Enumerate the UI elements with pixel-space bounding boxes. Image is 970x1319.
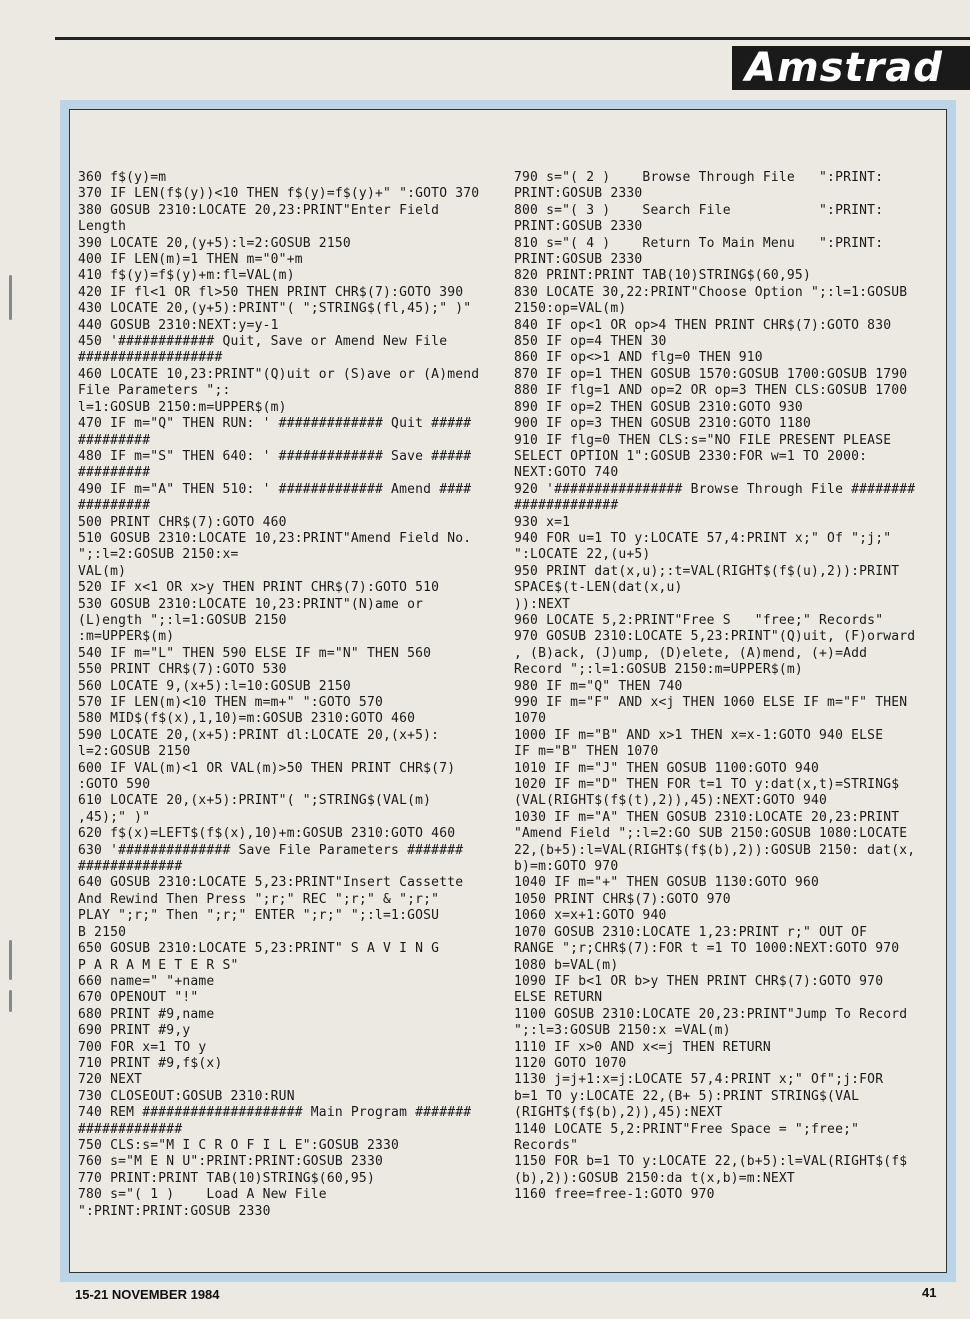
code-line: VAL(m) <box>78 563 127 579</box>
page-number: 41 <box>922 1285 937 1300</box>
code-line: 410 f$(y)=f$(y)+m:fl=VAL(m) <box>78 268 295 284</box>
section-tag: Amstrad <box>745 45 943 91</box>
code-line: ELSE RETURN <box>514 990 603 1006</box>
code-line: 880 IF flg=1 AND op=2 OR op=3 THEN CLS:GOSUB 1700 <box>514 383 908 399</box>
code-line: 1090 IF b<1 OR b>y THEN PRINT CHR$(7):GOTO 970 <box>514 973 884 989</box>
code-line: ":PRINT:PRINT:GOSUB 2330 <box>78 1203 271 1219</box>
code-line: 900 IF op=3 THEN GOSUB 2310:GOTO 1180 <box>514 416 811 432</box>
code-line: 1150 FOR b=1 TO y:LOCATE 22,(b+5):l=VAL(RIGHT$(f$ <box>514 1154 908 1170</box>
code-line: ######### <box>78 465 151 481</box>
code-line: 520 IF x<1 OR x>y THEN PRINT CHR$(7):GOTO 510 <box>78 580 440 596</box>
code-line: 830 LOCATE 30,22:PRINT"Choose Option ";:l=1:GOSUB <box>514 284 908 300</box>
code-line: 1050 PRINT CHR$(7):GOTO 970 <box>514 891 731 907</box>
code-line: 490 IF m="A" THEN 510: ' ############# Amend #### <box>78 481 472 497</box>
code-line: 950 PRINT dat(x,u);:t=VAL(RIGHT$(f$(u),2)):PRINT <box>514 563 900 579</box>
code-line: 740 REM #################### Main Program ####### <box>78 1105 472 1121</box>
code-line: l=2:GOSUB 2150 <box>78 744 191 760</box>
code-line: 640 GOSUB 2310:LOCATE 5,23:PRINT"Insert Cassette <box>78 875 464 891</box>
code-line: 400 IF LEN(m)=1 THEN m="0"+m <box>78 252 303 268</box>
code-line: 480 IF m="S" THEN 640: ' ############# Save ##### <box>78 448 472 464</box>
code-line: 500 PRINT CHR$(7):GOTO 460 <box>78 514 287 530</box>
code-line: 820 PRINT:PRINT TAB(10)STRING$(60,95) <box>514 268 811 284</box>
code-line: 730 CLOSEOUT:GOSUB 2310:RUN <box>78 1088 295 1104</box>
code-line: l=1:GOSUB 2150:m=UPPER$(m) <box>78 399 287 415</box>
issue-date: 15-21 NOVEMBER 1984 <box>75 1287 220 1302</box>
code-line: 840 IF op<1 OR op>4 THEN PRINT CHR$(7):GOTO 830 <box>514 317 892 333</box>
code-line: 710 PRINT #9,f$(x) <box>78 1055 223 1071</box>
code-line: 970 GOSUB 2310:LOCATE 5,23:PRINT"(Q)uit, (F)orward <box>514 629 916 645</box>
code-line: B 2150 <box>78 924 127 940</box>
code-line: 620 f$(x)=LEFT$(f$(x),10)+m:GOSUB 2310:GOTO 460 <box>78 826 456 842</box>
code-line: (VAL(RIGHT$(f$(t),2)),45):NEXT:GOTO 940 <box>514 793 828 809</box>
code-line: :m=UPPER$(m) <box>78 629 175 645</box>
code-line: 540 IF m="L" THEN 590 ELSE IF m="N" THEN 560 <box>78 645 432 661</box>
code-line: 1160 free=free-1:GOTO 970 <box>514 1187 715 1203</box>
code-line: 810 s="( 4 ) Return To Main Menu ":PRINT: <box>514 235 884 251</box>
code-line: ############# <box>78 859 183 875</box>
listing-right-column <box>514 170 939 1204</box>
listing-left-column <box>78 170 498 1220</box>
code-line: 1030 IF m="A" THEN GOSUB 2310:LOCATE 20,23:PRINT <box>514 809 900 825</box>
code-line: 870 IF op=1 THEN GOSUB 1570:GOSUB 1700:GOSUB 1790 <box>514 366 908 382</box>
code-line: 530 GOSUB 2310:LOCATE 10,23:PRINT"(N)ame or <box>78 596 424 612</box>
code-line: 720 NEXT <box>78 1072 143 1088</box>
code-line: 440 GOSUB 2310:NEXT:y=y-1 <box>78 317 279 333</box>
binder-mark <box>9 990 12 1012</box>
code-line: PRINT:GOSUB 2330 <box>514 219 643 235</box>
code-line: 1000 IF m="B" AND x>1 THEN x=x-1:GOTO 940 ELSE <box>514 727 884 743</box>
code-line: "Amend Field ";:l=2:GO SUB 2150:GOSUB 1080:LOCATE <box>514 826 908 842</box>
code-line: Records" <box>514 1137 579 1153</box>
code-line: 1040 IF m="+" THEN GOSUB 1130:GOTO 960 <box>514 875 820 891</box>
code-line: 1020 IF m="D" THEN FOR t=1 TO y:dat(x,t)=STRING$ <box>514 777 900 793</box>
code-line: 460 LOCATE 10,23:PRINT"(Q)uit or (S)ave or (A)mend <box>78 366 480 382</box>
code-line: 1080 b=VAL(m) <box>514 957 619 973</box>
code-line: 450 '############ Quit, Save or Amend New File <box>78 334 448 350</box>
code-line: 390 LOCATE 20,(y+5):l=2:GOSUB 2150 <box>78 235 351 251</box>
code-line: 750 CLS:s="M I C R O F I L E":GOSUB 2330 <box>78 1137 400 1153</box>
code-line: SPACE$(t-LEN(dat(x,u) <box>514 580 683 596</box>
code-line: 510 GOSUB 2310:LOCATE 10,23:PRINT"Amend Field No. <box>78 530 472 546</box>
code-line: b)=m:GOTO 970 <box>514 859 619 875</box>
code-line: RANGE ";r;CHR$(7):FOR t =1 TO 1000:NEXT:GOTO 970 <box>514 941 900 957</box>
code-line: PLAY ";r;" Then ";r;" ENTER ";r;" ";:l=1:GOSU <box>78 908 440 924</box>
code-line: 360 f$(y)=m <box>78 170 167 185</box>
code-line: PRINT:GOSUB 2330 <box>514 252 643 268</box>
code-line: 850 IF op=4 THEN 30 <box>514 334 667 350</box>
code-line: 690 PRINT #9,y <box>78 1023 191 1039</box>
code-line: (RIGHT$(f$(b),2)),45):NEXT <box>514 1105 723 1121</box>
code-line: 1140 LOCATE 5,2:PRINT"Free Space = ";free;" <box>514 1121 860 1137</box>
code-line: 1070 GOSUB 2310:LOCATE 1,23:PRINT r;" OUT OF <box>514 924 868 940</box>
code-line: 470 IF m="Q" THEN RUN: ' ############# Quit ##### <box>78 416 472 432</box>
code-line: ######### <box>78 498 151 514</box>
code-line: 380 GOSUB 2310:LOCATE 20,23:PRINT"Enter Field <box>78 202 440 218</box>
code-line: b=1 TO y:LOCATE 22,(B+ 5):PRINT STRING$(VAL <box>514 1088 860 1104</box>
code-line: 22,(b+5):l=VAL(RIGHT$(f$(b),2)):GOSUB 2150: dat(x, <box>514 842 916 858</box>
code-line: 780 s="( 1 ) Load A New File <box>78 1187 327 1203</box>
code-line: File Parameters ";: <box>78 383 231 399</box>
code-line: ############# <box>514 498 619 514</box>
code-line: 610 LOCATE 20,(x+5):PRINT"( ";STRING$(VAL(m) <box>78 793 432 809</box>
code-line: 920 '################ Browse Through File ######## <box>514 481 916 497</box>
code-line: 630 '############## Save File Parameters ####### <box>78 842 464 858</box>
code-line: (L)ength ";:l=1:GOSUB 2150 <box>78 612 287 628</box>
code-line: 570 IF LEN(m)<10 THEN m=m+" ":GOTO 570 <box>78 695 384 710</box>
code-line: 590 LOCATE 20,(x+5):PRINT dl:LOCATE 20,(x+5): <box>78 727 440 743</box>
code-line: 910 IF flg=0 THEN CLS:s="NO FILE PRESENT PLEASE <box>514 432 892 448</box>
code-line: 800 s="( 3 ) Search File ":PRINT: <box>514 202 884 218</box>
code-line: ############# <box>78 1121 183 1137</box>
code-line: 2150:op=VAL(m) <box>514 301 627 317</box>
code-line: 1130 j=j+1:x=j:LOCATE 57,4:PRINT x;" Of";j:FOR <box>514 1072 884 1088</box>
code-line: ######### <box>78 432 151 448</box>
code-line: 990 IF m="F" AND x<j THEN 1060 ELSE IF m="F" THEN <box>514 695 908 710</box>
code-line: 1010 IF m="J" THEN GOSUB 1100:GOTO 940 <box>514 760 820 776</box>
code-line: 770 PRINT:PRINT TAB(10)STRING$(60,95) <box>78 1170 375 1186</box>
code-line: 580 MID$(f$(x),1,10)=m:GOSUB 2310:GOTO 460 <box>78 711 416 727</box>
code-line: 890 IF op=2 THEN GOSUB 2310:GOTO 930 <box>514 399 803 415</box>
code-line: 760 s="M E N U":PRINT:PRINT:GOSUB 2330 <box>78 1154 384 1170</box>
code-line: 1070 <box>514 711 547 727</box>
code-line: 960 LOCATE 5,2:PRINT"Free S "free;" Records" <box>514 612 884 628</box>
code-line: 600 IF VAL(m)<1 OR VAL(m)>50 THEN PRINT CHR$(7) <box>78 760 456 776</box>
code-line: 1100 GOSUB 2310:LOCATE 20,23:PRINT"Jump To Record <box>514 1006 908 1022</box>
code-line: 980 IF m="Q" THEN 740 <box>514 678 683 694</box>
code-line: 370 IF LEN(f$(y))<10 THEN f$(y)=f$(y)+" ":GOTO 370 <box>78 186 480 202</box>
code-line: 420 IF fl<1 OR fl>50 THEN PRINT CHR$(7):GOTO 390 <box>78 284 464 300</box>
code-line: ,45);" )" <box>78 809 151 825</box>
code-line: 940 FOR u=1 TO y:LOCATE 57,4:PRINT x;" Of ";j;" <box>514 530 892 546</box>
code-line: )):NEXT <box>514 596 571 612</box>
code-line: 700 FOR x=1 TO y <box>78 1039 207 1055</box>
code-line: (b),2)):GOSUB 2150:da t(x,b)=m:NEXT <box>514 1170 795 1186</box>
code-line: PRINT:GOSUB 2330 <box>514 186 643 202</box>
code-line: SELECT OPTION 1":GOSUB 2330:FOR w=1 TO 2000: <box>514 448 868 464</box>
code-line: ";:l=2:GOSUB 2150:x= <box>78 547 239 563</box>
code-line: ":LOCATE 22,(u+5) <box>514 547 651 563</box>
code-line: P A R A M E T E R S" <box>78 957 239 973</box>
code-line: 560 LOCATE 9,(x+5):l=10:GOSUB 2150 <box>78 678 351 694</box>
code-line: 430 LOCATE 20,(y+5):PRINT"( ";STRING$(fl,45);" )" <box>78 301 472 317</box>
code-line: 550 PRINT CHR$(7):GOTO 530 <box>78 662 287 678</box>
top-rule <box>55 37 970 40</box>
code-line: ################## <box>78 350 223 366</box>
code-line: 670 OPENOUT "!" <box>78 990 199 1006</box>
code-line: 1110 IF x>0 AND x<=j THEN RETURN <box>514 1039 771 1055</box>
code-line: 930 x=1 <box>514 514 571 530</box>
binder-mark <box>9 275 12 320</box>
code-line: Record ";:l=1:GOSUB 2150:m=UPPER$(m) <box>514 662 803 678</box>
code-line: :GOTO 590 <box>78 777 151 793</box>
code-line: 1120 GOTO 1070 <box>514 1055 627 1071</box>
code-line: , (B)ack, (J)ump, (D)elete, (A)mend, (+)=Add <box>514 645 868 661</box>
binder-mark <box>9 940 12 980</box>
code-line: 790 s="( 2 ) Browse Through File ":PRINT: <box>514 170 884 185</box>
code-line: 660 name=" "+name <box>78 973 215 989</box>
code-line: 860 IF op<>1 AND flg=0 THEN 910 <box>514 350 763 366</box>
code-line: ";:l=3:GOSUB 2150:x =VAL(m) <box>514 1023 731 1039</box>
code-line: Length <box>78 219 127 235</box>
code-line: 1060 x=x+1:GOTO 940 <box>514 908 667 924</box>
code-line: 650 GOSUB 2310:LOCATE 5,23:PRINT" S A V I N G <box>78 941 440 957</box>
code-line: And Rewind Then Press ";r;" REC ";r;" & ";r;" <box>78 891 440 907</box>
code-line: IF m="B" THEN 1070 <box>514 744 659 760</box>
code-line: 680 PRINT #9,name <box>78 1006 215 1022</box>
code-line: NEXT:GOTO 740 <box>514 465 619 481</box>
